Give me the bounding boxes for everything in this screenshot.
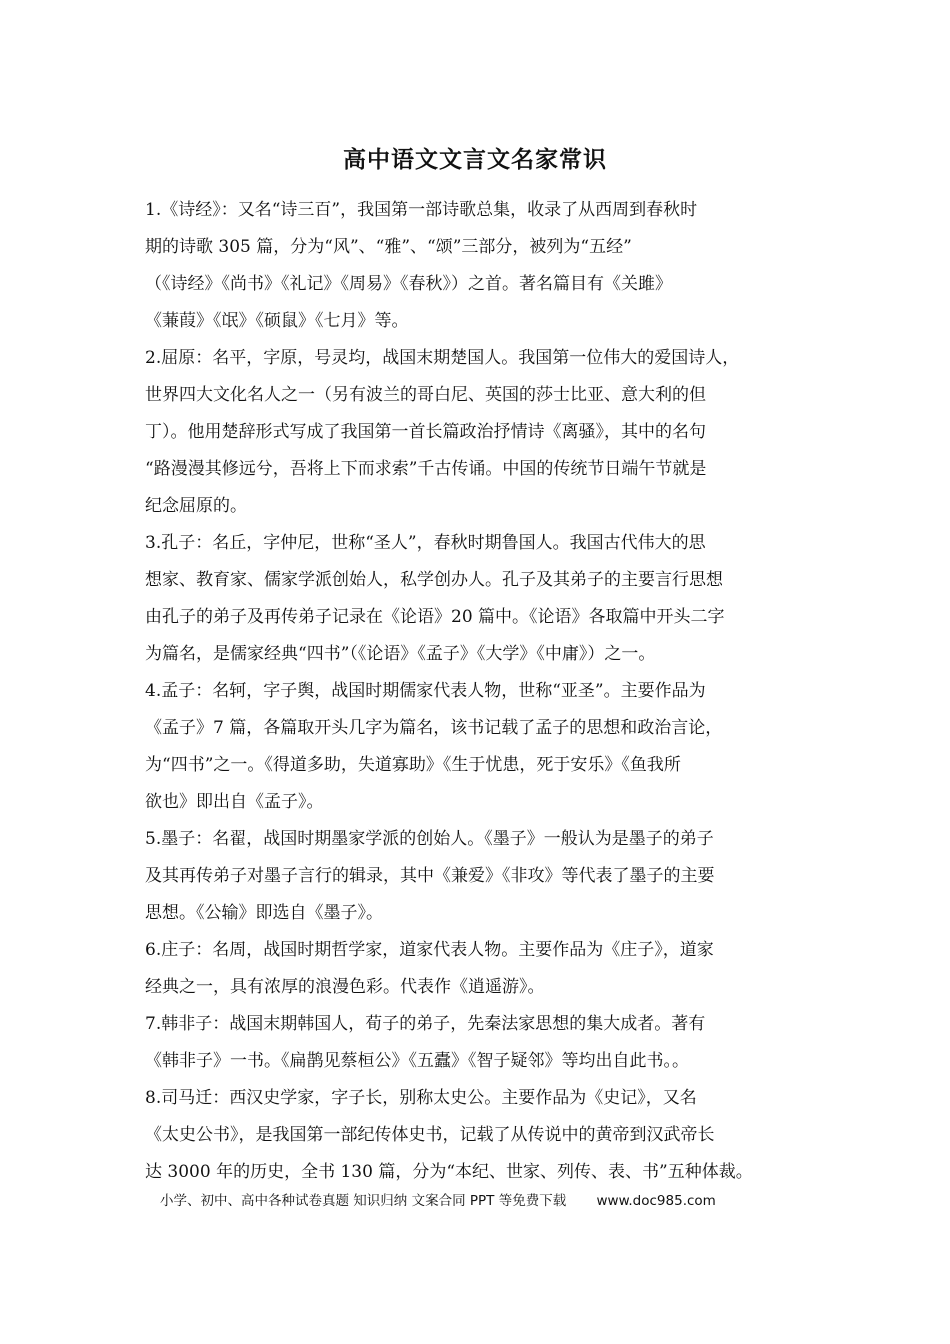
text-line: 丁）。他用楚辞形式写成了我国第一首长篇政治抒情诗《离骚》，其中的名句 bbox=[145, 422, 706, 442]
text-line: 思想。《公输》即选自《墨子》。 bbox=[145, 903, 383, 923]
text-line: 经典之一，具有浓厚的浪漫色彩。代表作《逍遥游》。 bbox=[145, 977, 545, 997]
text-line: 由孔子的弟子及再传弟子记录在《论语》20 篇中。《论语》各取篇中开头二字 bbox=[145, 607, 725, 627]
text-line: 7.韩非子：战国末期韩国人，荀子的弟子，先秦法家思想的集大成者。著有 bbox=[145, 1014, 706, 1034]
text-line: 为“四书”之一。《得道多助，失道寡助》《生于忧患，死于安乐》《鱼我所 bbox=[145, 755, 681, 775]
text-line: 3.孔子：名丘，字仲尼，世称“圣人”，春秋时期鲁国人。我国古代伟大的思 bbox=[145, 533, 706, 553]
page-footer bbox=[160, 1190, 800, 1212]
text-line: 纪念屈原的。 bbox=[145, 496, 247, 516]
text-line: 6.庄子：名周，战国时期哲学家，道家代表人物。主要作品为《庄子》，道家 bbox=[145, 940, 714, 960]
text-line: 为篇名，是儒家经典“四书”（《论语》《孟子》《大学》《中庸》）之一。 bbox=[145, 644, 656, 664]
text-line: 《蒹葭》《氓》《硕鼠》《七月》等。 bbox=[145, 311, 409, 331]
text-line: （《诗经》《尚书》《礼记》《周易》《春秋》）之首。著名篇目有《关雎》 bbox=[145, 274, 672, 294]
text-line: 《太史公书》，是我国第一部纪传体史书，记载了从传说中的黄帝到汉武帝长 bbox=[145, 1125, 715, 1145]
text-line: 《韩非子》一书。《扁鹊见蔡桓公》《五蠹》《智子疑邻》等均出自此书。。 bbox=[145, 1051, 689, 1071]
page-title: 高中语文文言文名家常识 bbox=[343, 146, 607, 173]
text-line: 1.《诗经》：又名“诗三百”，我国第一部诗歌总集，收录了从西周到春秋时 bbox=[145, 200, 698, 220]
text-line: 《孟子》7 篇，各篇取开头几字为篇名，该书记载了孟子的思想和政治言论， bbox=[145, 718, 723, 738]
footer-text: 小学、初中、高中各种试卷真题 知识归纳 文案合同 PPT 等免费下载 bbox=[160, 1193, 567, 1209]
text-line: 世界四大文化名人之一（另有波兰的哥白尼、英国的莎士比亚、意大利的但 bbox=[145, 385, 706, 405]
footer-link[interactable]: www.doc985.com bbox=[596, 1193, 716, 1209]
text-line: 达 3000 年的历史，全书 130 篇，分为“本纪、世家、列传、表、书”五种体裁。 bbox=[145, 1162, 753, 1182]
document-body bbox=[145, 192, 811, 1191]
text-line: 欲也》即出自《孟子》。 bbox=[145, 792, 324, 812]
text-line: 4.孟子：名轲，字子舆，战国时期儒家代表人物，世称“亚圣”。主要作品为 bbox=[145, 681, 706, 701]
text-line: 2.屈原：名平，字原，号灵均，战国末期楚国人。我国第一位伟大的爱国诗人， bbox=[145, 348, 740, 368]
text-line: 8.司马迁：西汉史学家，字子长，别称太史公。主要作品为《史记》，又名 bbox=[145, 1088, 697, 1108]
text-line: 及其再传弟子对墨子言行的辑录，其中《兼爱》《非攻》等代表了墨子的主要 bbox=[145, 866, 715, 886]
text-line: 期的诗歌 305 篇，分为“风”、“雅”、“颂”三部分，被列为“五经” bbox=[145, 237, 632, 257]
text-line: 5.墨子：名翟，战国时期墨家学派的创始人。《墨子》一般认为是墨子的弟子 bbox=[145, 829, 714, 849]
text-line: 想家、教育家、儒家学派创始人，私学创办人。孔子及其弟子的主要言行思想 bbox=[145, 570, 723, 590]
text-line: “路漫漫其修远兮，吾将上下而求索”千古传诵。中国的传统节日端午节就是 bbox=[145, 459, 707, 479]
